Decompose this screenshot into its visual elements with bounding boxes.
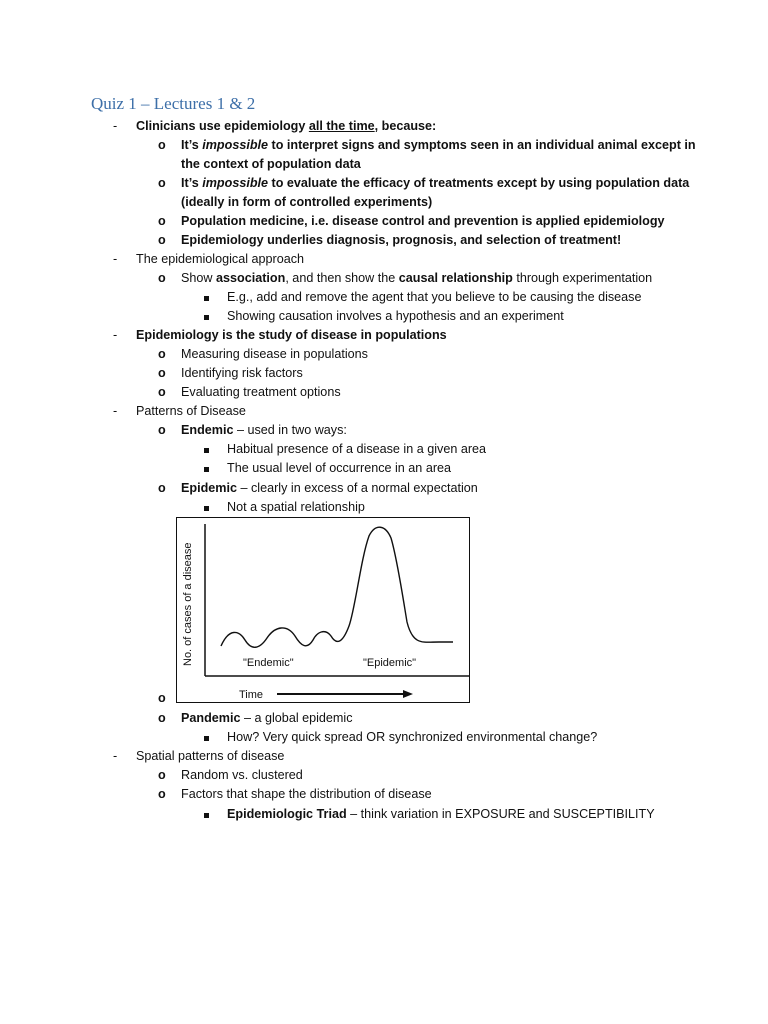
list-item: Identifying risk factors [181,366,303,380]
text-run-bold: Pandemic [181,711,241,725]
list-item [181,137,696,153]
circle-bullet: o [158,423,166,437]
circle-bullet: o [158,347,166,361]
text-run-bold: Epidemiologic Triad [227,807,347,821]
text-run-bold: causal relationship [398,271,513,285]
figure-graphic [177,518,471,704]
text-run: – a global epidemic [240,711,353,725]
list-item-continuation: (ideally in form of controlled experiments) [181,195,433,209]
list-item: Random vs. clustered [181,768,303,782]
disease-curve [221,527,453,647]
square-bullet [204,460,209,476]
dash-bullet: - [113,119,118,133]
endemic-epidemic-figure [176,517,470,703]
list-item: Epidemiology underlies diagnosis, prognosis, and selection of treatment! [181,233,622,247]
list-item [181,710,353,726]
text-run: Clinicians use epidemiology [136,119,309,133]
list-item [227,806,655,822]
list-item: Epidemiology is the study of disease in populations [136,328,447,342]
list-item [181,175,689,191]
circle-bullet: o [158,787,166,801]
dash-bullet: - [113,328,118,342]
square-bullet [204,441,209,457]
circle-bullet: o [158,366,166,380]
text-run-italic: impossible [202,138,269,152]
dash-bullet: - [113,749,118,763]
circle-bullet: o [158,385,166,399]
epidemic-label: "Epidemic" [363,657,417,669]
dash-bullet: - [113,404,118,418]
list-item: Population medicine, i.e. disease control and prevention is applied epidemiology [181,214,665,228]
text-run: to evaluate the efficacy of treatments except by using population data [268,176,690,190]
list-item [181,270,652,286]
square-bullet [204,499,209,515]
list-item: Showing causation involves a hypothesis and an experiment [227,309,564,323]
list-item [181,480,478,496]
list-item: Factors that shape the distribution of disease [181,787,432,801]
square-bullet [204,289,209,305]
circle-bullet: o [158,271,166,285]
circle-bullet: o [158,176,166,190]
list-item: Patterns of Disease [136,404,246,418]
text-run: It’s [181,138,203,152]
text-run: – clearly in excess of a normal expectation [237,481,478,495]
y-axis-label: No. of cases of a disease [182,542,194,666]
dash-bullet: - [113,252,118,266]
text-run: It’s [181,176,203,190]
text-run: Show [181,271,217,285]
endemic-label: "Endemic" [243,657,294,669]
list-item: Not a spatial relationship [227,500,365,514]
text-run: through experimentation [512,271,653,285]
square-bullet [204,729,209,745]
circle-bullet: o [158,768,166,782]
list-item-continuation: the context of population data [181,157,361,171]
text-run-bold: Endemic [181,423,234,437]
list-item: Spatial patterns of disease [136,749,285,763]
list-item [136,118,436,134]
square-bullet [204,308,209,324]
text-run: to interpret signs and symptoms seen in an individual animal except in [268,138,696,152]
circle-bullet: o [158,711,166,725]
time-arrow-head [403,690,413,698]
text-run: , and then show the [285,271,399,285]
square-bullet [204,806,209,822]
page-title: Quiz 1 – Lectures 1 & 2 [91,94,256,113]
text-run: – used in two ways: [233,423,347,437]
list-item: E.g., add and remove the agent that you believe to be causing the disease [227,290,642,304]
list-item: Measuring disease in populations [181,347,368,361]
text-run-bold: association [216,271,286,285]
x-axis-label: Time [239,689,264,701]
list-item: The epidemiological approach [136,252,305,266]
circle-bullet: o [158,481,166,495]
list-item: How? Very quick spread OR synchronized environmental change? [227,730,598,744]
text-run-bold: Epidemic [181,481,237,495]
list-item: Habitual presence of a disease in a given area [227,442,487,456]
list-item [181,422,347,438]
text-run: – think variation in EXPOSURE and SUSCEPTIBILITY [346,807,655,821]
circle-bullet: o [158,691,166,705]
text-run: , because: [374,119,437,133]
text-run-underlined: all the time [308,119,375,133]
circle-bullet: o [158,233,166,247]
text-run-italic: impossible [202,176,269,190]
list-item: Evaluating treatment options [181,385,341,399]
circle-bullet: o [158,214,166,228]
list-item: The usual level of occurrence in an area [227,461,452,475]
circle-bullet: o [158,138,166,152]
